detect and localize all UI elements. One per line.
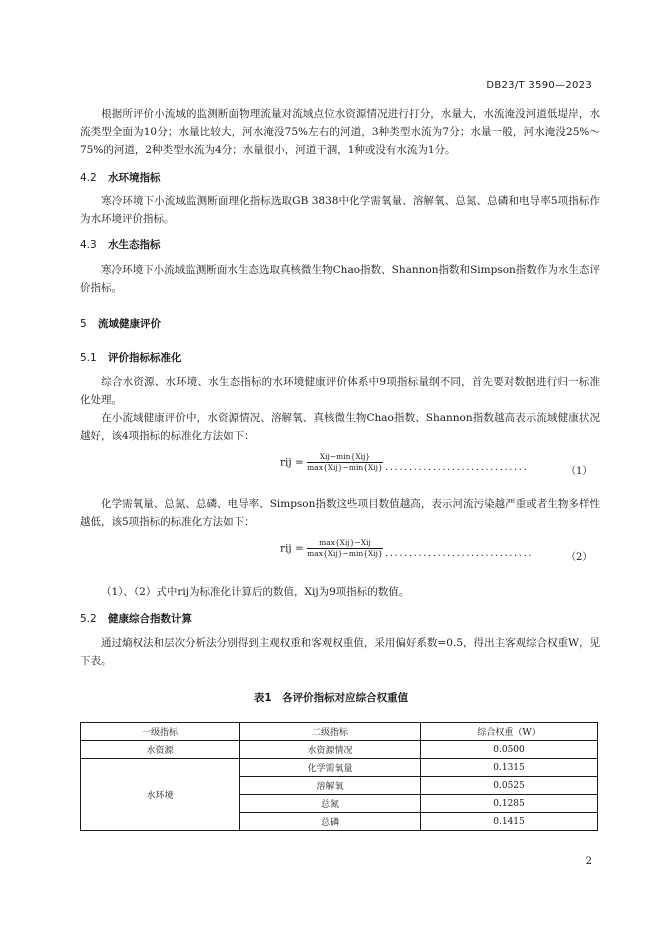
table-cell-level2: 总氮 — [240, 795, 421, 813]
section-5-2-paragraph — [80, 634, 600, 670]
table-header-row — [81, 723, 598, 741]
intro-paragraph — [80, 105, 600, 159]
section-5-1-heading — [80, 350, 182, 365]
table-cell-weight: 0.0525 — [421, 777, 598, 795]
formula-2-number: （2） — [566, 552, 593, 563]
formula-fraction — [307, 538, 383, 559]
table-cell-weight: 0.1315 — [421, 759, 598, 777]
table-cell-level2: 总磷 — [240, 813, 421, 831]
weights-table — [80, 722, 598, 831]
section-4-3-heading — [80, 237, 161, 252]
formula-denominator: max{Xij}−min{Xij} — [307, 549, 383, 558]
document-code: DB23/T 3590—2023 — [486, 80, 592, 91]
intro-text: 根据所评价小流域的监测断面物理流量对流域点位水资源情况进行打分，水量大，水流淹没河道低堤岸，水流类型全面为10分；水量比较大，河水淹没75%左右的河道，3种类型水流为7分；水量一般，河水淹没25%～75%的河道，2种类型水流为4分；水量很小，河道干涸，1种或没有水流为1分。 — [80, 108, 600, 156]
table-cell-weight: 0.0500 — [421, 741, 598, 759]
table-header-weight: 综合权重（W） — [421, 723, 598, 741]
formula-2 — [280, 538, 383, 559]
table-cell-level2: 水资源情况 — [240, 741, 421, 759]
page-number: 2 — [585, 856, 592, 867]
formula-1-number: （1） — [566, 466, 593, 477]
section-5-1-paragraph-4 — [80, 583, 600, 601]
table-cell-level2: 溶解氧 — [240, 777, 421, 795]
formula-1-dots: .............................. — [385, 462, 529, 473]
section-number: 5 — [80, 318, 87, 330]
paragraph-text: 通过熵权法和层次分析法分别得到主观权重和客观权重值，采用偏好系数=0.5，得出主客观综合权重W，见下表。 — [80, 637, 600, 667]
formula-numerator: Xij−min{Xij} — [307, 452, 383, 463]
paragraph-text: （1）、（2）式中rij为标准化计算后的数值，Xij为9项指标的数值。 — [101, 586, 410, 598]
paragraph-text: 综合水资源、水环境、水生态指标的水环境健康评价体系中9项指标量纲不同，首先要对数据进行归一标准化处理。 — [80, 376, 600, 406]
section-number: 5.2 — [80, 613, 97, 625]
section-4-3-text: 寒冷环境下小流域监测断面水生态选取真核微生物Chao指数、Shannon指数和Simpson指数作为水生态评价指标。 — [80, 264, 600, 294]
section-5-1-paragraph-2 — [80, 409, 600, 445]
section-title: 流域健康评价 — [98, 318, 161, 330]
table-caption: 表1 各评价指标对应综合权重值 — [253, 692, 409, 704]
formula-1 — [280, 452, 383, 473]
section-5-2-heading — [80, 611, 192, 626]
section-title: 水生态指标 — [108, 239, 161, 251]
section-number: 5.1 — [80, 352, 97, 364]
formula-2-dots: ............................... — [385, 548, 534, 559]
section-4-2-paragraph — [80, 192, 600, 228]
table-cell-weight: 0.1415 — [421, 813, 598, 831]
table-row — [81, 741, 598, 759]
section-4-2-heading — [80, 170, 161, 185]
table-cell-weight: 0.1285 — [421, 795, 598, 813]
table-header-level2: 二级指标 — [240, 723, 421, 741]
formula-numerator: max{Xij}−Xij — [307, 538, 383, 549]
section-4-2-text: 寒冷环境下小流域监测断面理化指标选取GB 3838中化学需氧量、溶解氧、总氮、总磷和电导率5项指标作为水环境评价指标。 — [80, 195, 600, 225]
table-cell-level1: 水资源 — [81, 741, 240, 759]
paragraph-text: 化学需氧量、总氮、总磷、电导率、Simpson指数这些项目数值越高，表示河流污染越严重或者生物多样性越低，该5项指标的标准化方法如下： — [80, 498, 600, 528]
section-title: 水环境指标 — [108, 172, 161, 184]
table-header-level1: 一级指标 — [81, 723, 240, 741]
formula-denominator: max{Xij}−min{Xij} — [307, 463, 383, 472]
table-cell-level1: 水环境 — [81, 759, 240, 831]
formula-fraction — [307, 452, 383, 473]
formula-lhs: rij = — [280, 456, 304, 469]
table-row — [81, 759, 598, 777]
section-title: 评价指标标准化 — [108, 352, 182, 364]
table-cell-level2: 化学需氧量 — [240, 759, 421, 777]
section-5-heading — [80, 316, 161, 331]
section-number: 4.3 — [80, 239, 97, 251]
paragraph-text: 在小流域健康评价中，水资源情况、溶解氧、真核微生物Chao指数、Shannon指数越高表示流域健康状况越好，该4项指标的标准化方法如下： — [80, 412, 600, 442]
section-number: 4.2 — [80, 172, 97, 184]
section-5-1-paragraph-3 — [80, 495, 600, 531]
formula-lhs: rij = — [280, 542, 304, 555]
section-5-1-paragraph-1 — [80, 373, 600, 409]
section-title: 健康综合指数计算 — [108, 613, 192, 625]
section-4-3-paragraph — [80, 261, 600, 297]
